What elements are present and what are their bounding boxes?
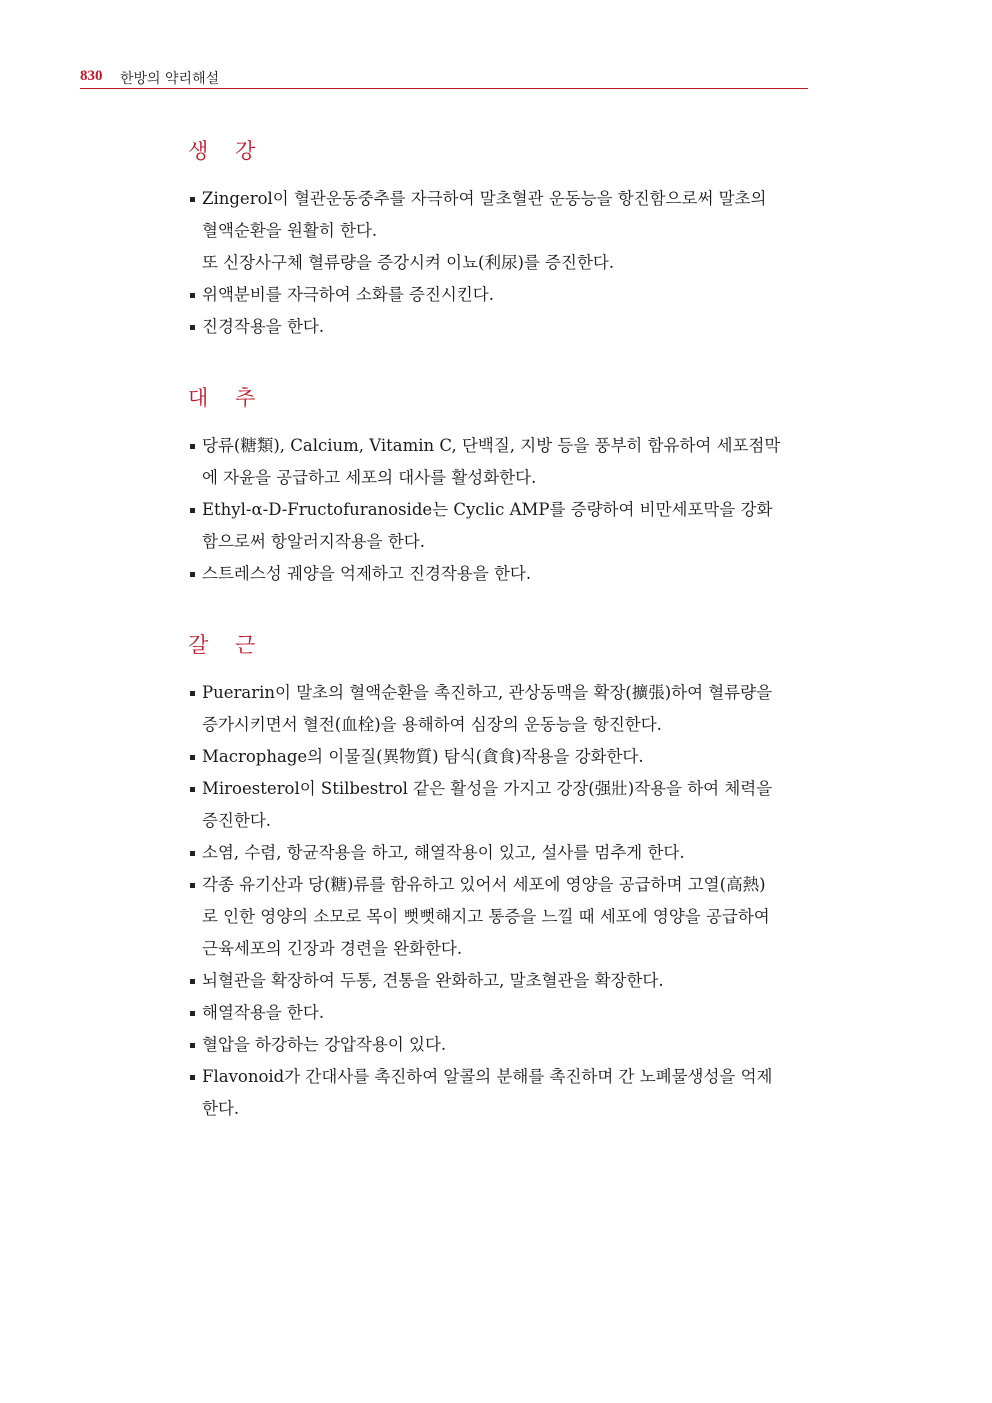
bullet-item xyxy=(188,1061,808,1125)
bullet-item xyxy=(188,741,808,773)
bullet-text-line: 로 인한 영양의 소모로 목이 뻣뻣해지고 통증을 느낄 때 세포에 영양을 공급하여 xyxy=(202,907,770,926)
bullet-text-line: 각종 유기산과 당(糖)류를 함유하고 있어서 세포에 영양을 공급하며 고열(高熱) xyxy=(202,875,766,894)
bullet-item xyxy=(188,311,808,343)
section-title: 갈 근 xyxy=(188,633,266,657)
bullet-text-line: Macrophage의 이물질(異物質) 탐식(貪食)작용을 강화한다. xyxy=(202,747,644,766)
bullet-text-line: 진경작용을 한다. xyxy=(202,317,325,336)
page-number: 830 xyxy=(80,68,103,84)
bullet-item xyxy=(188,869,808,965)
section-title: 대 추 xyxy=(188,386,266,410)
bullet-item xyxy=(188,837,808,869)
bullet-text-line: 해열작용을 한다. xyxy=(202,1003,325,1022)
bullet-text-line: 소염, 수렴, 항균작용을 하고, 해열작용이 있고, 설사를 멈추게 한다. xyxy=(202,843,685,862)
section xyxy=(188,134,808,343)
bullet-item xyxy=(188,430,808,494)
page-header xyxy=(80,66,808,89)
book-title: 한방의 약리해설 xyxy=(120,71,220,87)
bullet-item xyxy=(188,183,808,279)
bullet-text-line: 함으로써 항알러지작용을 한다. xyxy=(202,532,425,551)
bullet-text-line: Miroesterol이 Stilbestrol 같은 활성을 가지고 강장(强壯)작용을 하여 체력을 xyxy=(202,779,773,798)
bullet-text-line: 혈압을 하강하는 강압작용이 있다. xyxy=(202,1035,447,1054)
bullet-item xyxy=(188,677,808,741)
bullet-text-line: Puerarin이 말초의 혈액순환을 촉진하고, 관상동맥을 확장(擴張)하여 혈류량을 xyxy=(202,683,773,702)
bullet-item xyxy=(188,494,808,558)
bullet-text-line: Zingerol이 혈관운동중추를 자극하여 말초혈관 운동능을 항진함으로써 말초의 xyxy=(202,189,767,208)
bullet-text-line: 증진한다. xyxy=(202,811,272,830)
bullet-item xyxy=(188,965,808,997)
page-content xyxy=(188,134,808,1163)
bullet-text-line: Ethyl-α-D-Fructofuranoside는 Cyclic AMP를 증량하여 비만세포막을 강화 xyxy=(202,500,773,519)
bullet-text-line: 당류(糖類), Calcium, Vitamin C, 단백질, 지방 등을 풍부히 함유하여 세포점막 xyxy=(202,436,781,455)
bullet-text-line: 위액분비를 자극하여 소화를 증진시킨다. xyxy=(202,285,494,304)
bullet-text-line: 에 자윤을 공급하고 세포의 대사를 활성화한다. xyxy=(202,468,537,487)
section xyxy=(188,381,808,590)
bullet-text-line: 한다. xyxy=(202,1099,240,1118)
bullet-text-line: Flavonoid가 간대사를 촉진하여 알콜의 분해를 촉진하며 간 노폐물생성을 억제 xyxy=(202,1067,773,1086)
section-title: 생 강 xyxy=(188,139,266,163)
bullet-item xyxy=(188,1029,808,1061)
bullet-item xyxy=(188,279,808,311)
bullet-item xyxy=(188,773,808,837)
bullet-text-line: 스트레스성 궤양을 억제하고 진경작용을 한다. xyxy=(202,564,532,583)
bullet-item xyxy=(188,997,808,1029)
bullet-text-line: 근육세포의 긴장과 경련을 완화한다. xyxy=(202,939,463,958)
bullet-item xyxy=(188,558,808,590)
section xyxy=(188,628,808,1125)
bullet-text-line: 뇌혈관을 확장하여 두통, 견통을 완화하고, 말초혈관을 확장한다. xyxy=(202,971,664,990)
bullet-text-line: 혈액순환을 원활히 한다. xyxy=(202,221,378,240)
bullet-text-line: 또 신장사구체 혈류량을 증강시켜 이뇨(利尿)를 증진한다. xyxy=(202,253,615,272)
bullet-text-line: 증가시키면서 혈전(血栓)을 용해하여 심장의 운동능을 항진한다. xyxy=(202,715,662,734)
